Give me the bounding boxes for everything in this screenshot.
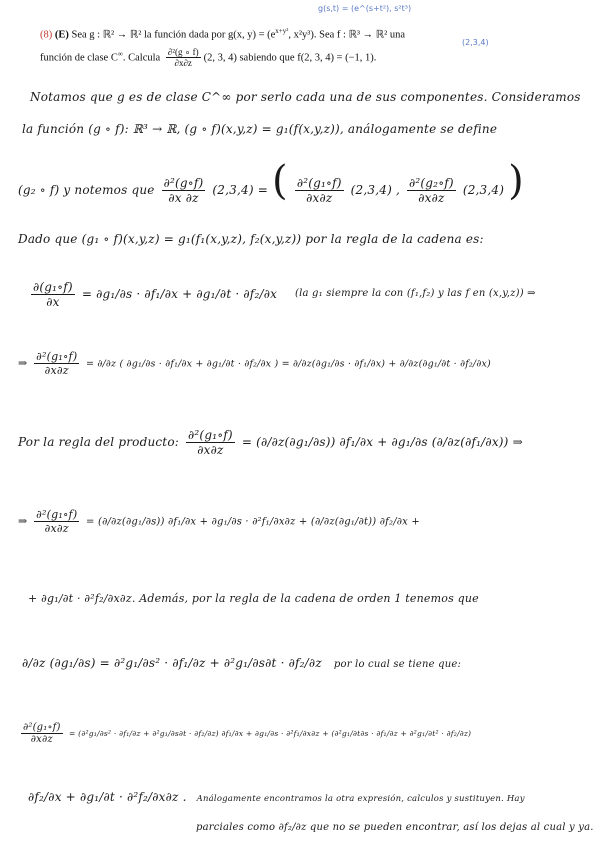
- hw-line-3: [18, 158, 524, 205]
- hw-line-2: la función (g ∘ f): ℝ³ → ℝ, (g ∘ f)(x,y,z) = g₁(f(x,y,z)), análogamente se define: [22, 122, 498, 136]
- frac-top: ∂(g₁∘f): [33, 280, 73, 294]
- problem-line2-sup: ∞: [117, 49, 123, 58]
- frac-top: ∂²(g₁∘f): [23, 722, 61, 733]
- paren-close: ): [508, 158, 524, 204]
- annotation-g-formula: g(s,t) = (e^(s+t²), s²t³): [318, 4, 412, 13]
- hw-line-13: parciales como ∂f₂/∂z que no se pueden encontrar, así los dejas al cual y ya.: [196, 822, 594, 833]
- hw-line-8: [18, 508, 420, 535]
- frac-bot: ∂x∂z: [418, 191, 445, 205]
- hw-line-3-frac2: [295, 176, 344, 205]
- hw-line-10-rhs: ∂²g₁/∂s² · ∂f₁/∂z + ∂²g₁/∂s∂t · ∂f₂/∂z: [113, 656, 322, 670]
- problem-frac-top: ∂²(g ∘ f): [167, 47, 199, 58]
- paren-open: (: [272, 158, 288, 204]
- hw-line-11-rhs: = (∂²g₁/∂s² · ∂f₁/∂z + ∂²g₁/∂s∂t · ∂f₂/∂z) ∂f₁/∂x + ∂g₁/∂s · ∂²f₁/∂x∂z + (∂²g₁/∂t∂s · ∂f₁/∂z + ∂²g₁/∂t² · ∂f₂/∂z): [69, 729, 472, 738]
- hw-line-10-lhs: ∂/∂z (∂g₁/∂s) =: [22, 656, 110, 670]
- hw-line-11: [18, 722, 471, 745]
- frac-top: ∂²(g₁∘f): [188, 428, 233, 442]
- hw-line-10-note: por lo cual se tiene que:: [333, 659, 462, 670]
- frac-bot: ∂x ∂z: [168, 191, 199, 205]
- hw-line-3b: (2,3,4) =: [212, 183, 268, 197]
- hw-line-11-frac: [21, 722, 63, 745]
- hw-line-6-frac: [34, 350, 79, 377]
- hw-line-3a: (g₂ ∘ f) y notemos que: [18, 183, 155, 197]
- hw-line-8-frac: [34, 508, 79, 535]
- hw-line-1: Notamos que g es de clase C^∞ por serlo cada una de sus componentes. Consideramos: [30, 90, 581, 104]
- hw-line-3-frac1: [162, 176, 206, 205]
- problem-line2-a: función de clase C: [40, 52, 118, 63]
- hw-line-5-note: (la g₁ siempre la con (f₁,f₂) y las f en (x,y,z)) ⇒: [295, 288, 536, 299]
- frac-bot: ∂x∂z: [30, 734, 53, 745]
- problem-fraction: [166, 47, 201, 68]
- frac-bot: ∂x: [46, 295, 60, 309]
- problem-line2-c: (2, 3, 4) sabiendo que f(2, 3, 4) = (−1, 1).: [203, 52, 377, 63]
- hw-line-12-note: Análogamente encontramos la otra expresión, calculos y sustituyen. Hay: [196, 794, 525, 804]
- frac-bot: ∂x∂z: [306, 191, 333, 205]
- hw-line-7-rhs: = (∂/∂z(∂g₁/∂s)) ∂f₁/∂x + ∂g₁/∂s (∂/∂z(∂f₁/∂x)) ⇒: [241, 435, 523, 449]
- frac-top: ∂²(g∘f): [163, 176, 204, 190]
- hw-line-3d: (2,3,4): [462, 183, 505, 197]
- hw-line-12: [28, 790, 525, 804]
- frac-bot: ∂x∂z: [197, 443, 224, 457]
- problem-tag: (E): [54, 29, 69, 41]
- problem-line1-b: , x²y³). Sea f : ℝ³ → ℝ² una: [288, 29, 406, 41]
- annotation-point: (2,3,4): [462, 38, 489, 47]
- hw-line-5-frac: [31, 280, 75, 309]
- frac-top: ∂²(g₁∘f): [36, 508, 78, 521]
- hw-line-6-rhs: = ∂/∂z ( ∂g₁/∂s · ∂f₁/∂x + ∂g₁/∂t · ∂f₂/∂x ) = ∂/∂z(∂g₁/∂s · ∂f₁/∂x) + ∂/∂z(∂g₁/∂t · ∂f₂/∂x): [86, 358, 491, 370]
- implies-arrow: ⇒: [18, 356, 32, 370]
- hw-line-7-frac: [186, 428, 235, 457]
- problem-line1-sup: x+y²: [275, 27, 289, 35]
- frac-bot: ∂x∂z: [44, 364, 69, 377]
- hw-line-4: Dado que (g₁ ∘ f)(x,y,z) = g₁(f₁(x,y,z), f₂(x,y,z)) por la regla de la cadena es:: [18, 232, 484, 246]
- hw-line-7: [18, 428, 523, 457]
- frac-top: ∂²(g₁∘f): [36, 350, 78, 363]
- frac-bot: ∂x∂z: [44, 522, 69, 535]
- implies-arrow: ⇒: [18, 514, 32, 528]
- hw-line-8-rhs: = (∂/∂z(∂g₁/∂s)) ∂f₁/∂x + ∂g₁/∂s · ∂²f₁/∂x∂z + (∂/∂z(∂g₁/∂t)) ∂f₂/∂x +: [86, 516, 420, 528]
- hw-line-10: [22, 656, 461, 670]
- hw-line-3c: (2,3,4) ,: [350, 183, 400, 197]
- hw-line-6: [18, 350, 491, 377]
- hw-line-3-frac3: [407, 176, 456, 205]
- problem-line1-a: Sea g : ℝ² → ℝ² la función dada por g(x, y) = (e: [71, 29, 276, 41]
- frac-top: ∂²(g₁∘f): [296, 176, 342, 190]
- hw-line-7-label: Por la regla del producto:: [18, 435, 179, 449]
- problem-number: (8): [40, 29, 53, 41]
- hw-line-12-a: ∂f₂/∂x + ∂g₁/∂t · ∂²f₂/∂x∂z .: [28, 790, 187, 804]
- hw-line-5: [28, 280, 277, 309]
- problem-line2-b: . Calcula: [122, 52, 161, 63]
- frac-top: ∂²(g₂∘f): [409, 176, 454, 190]
- problem-statement: [40, 22, 590, 68]
- hw-line-5-rhs: = ∂g₁/∂s · ∂f₁/∂x + ∂g₁/∂t · ∂f₂/∂x: [81, 287, 278, 301]
- problem-frac-bot: ∂x∂z: [174, 58, 192, 69]
- hw-line-9: + ∂g₁/∂t · ∂²f₂/∂x∂z. Además, por la regla de la cadena de orden 1 tenemos que: [28, 592, 479, 605]
